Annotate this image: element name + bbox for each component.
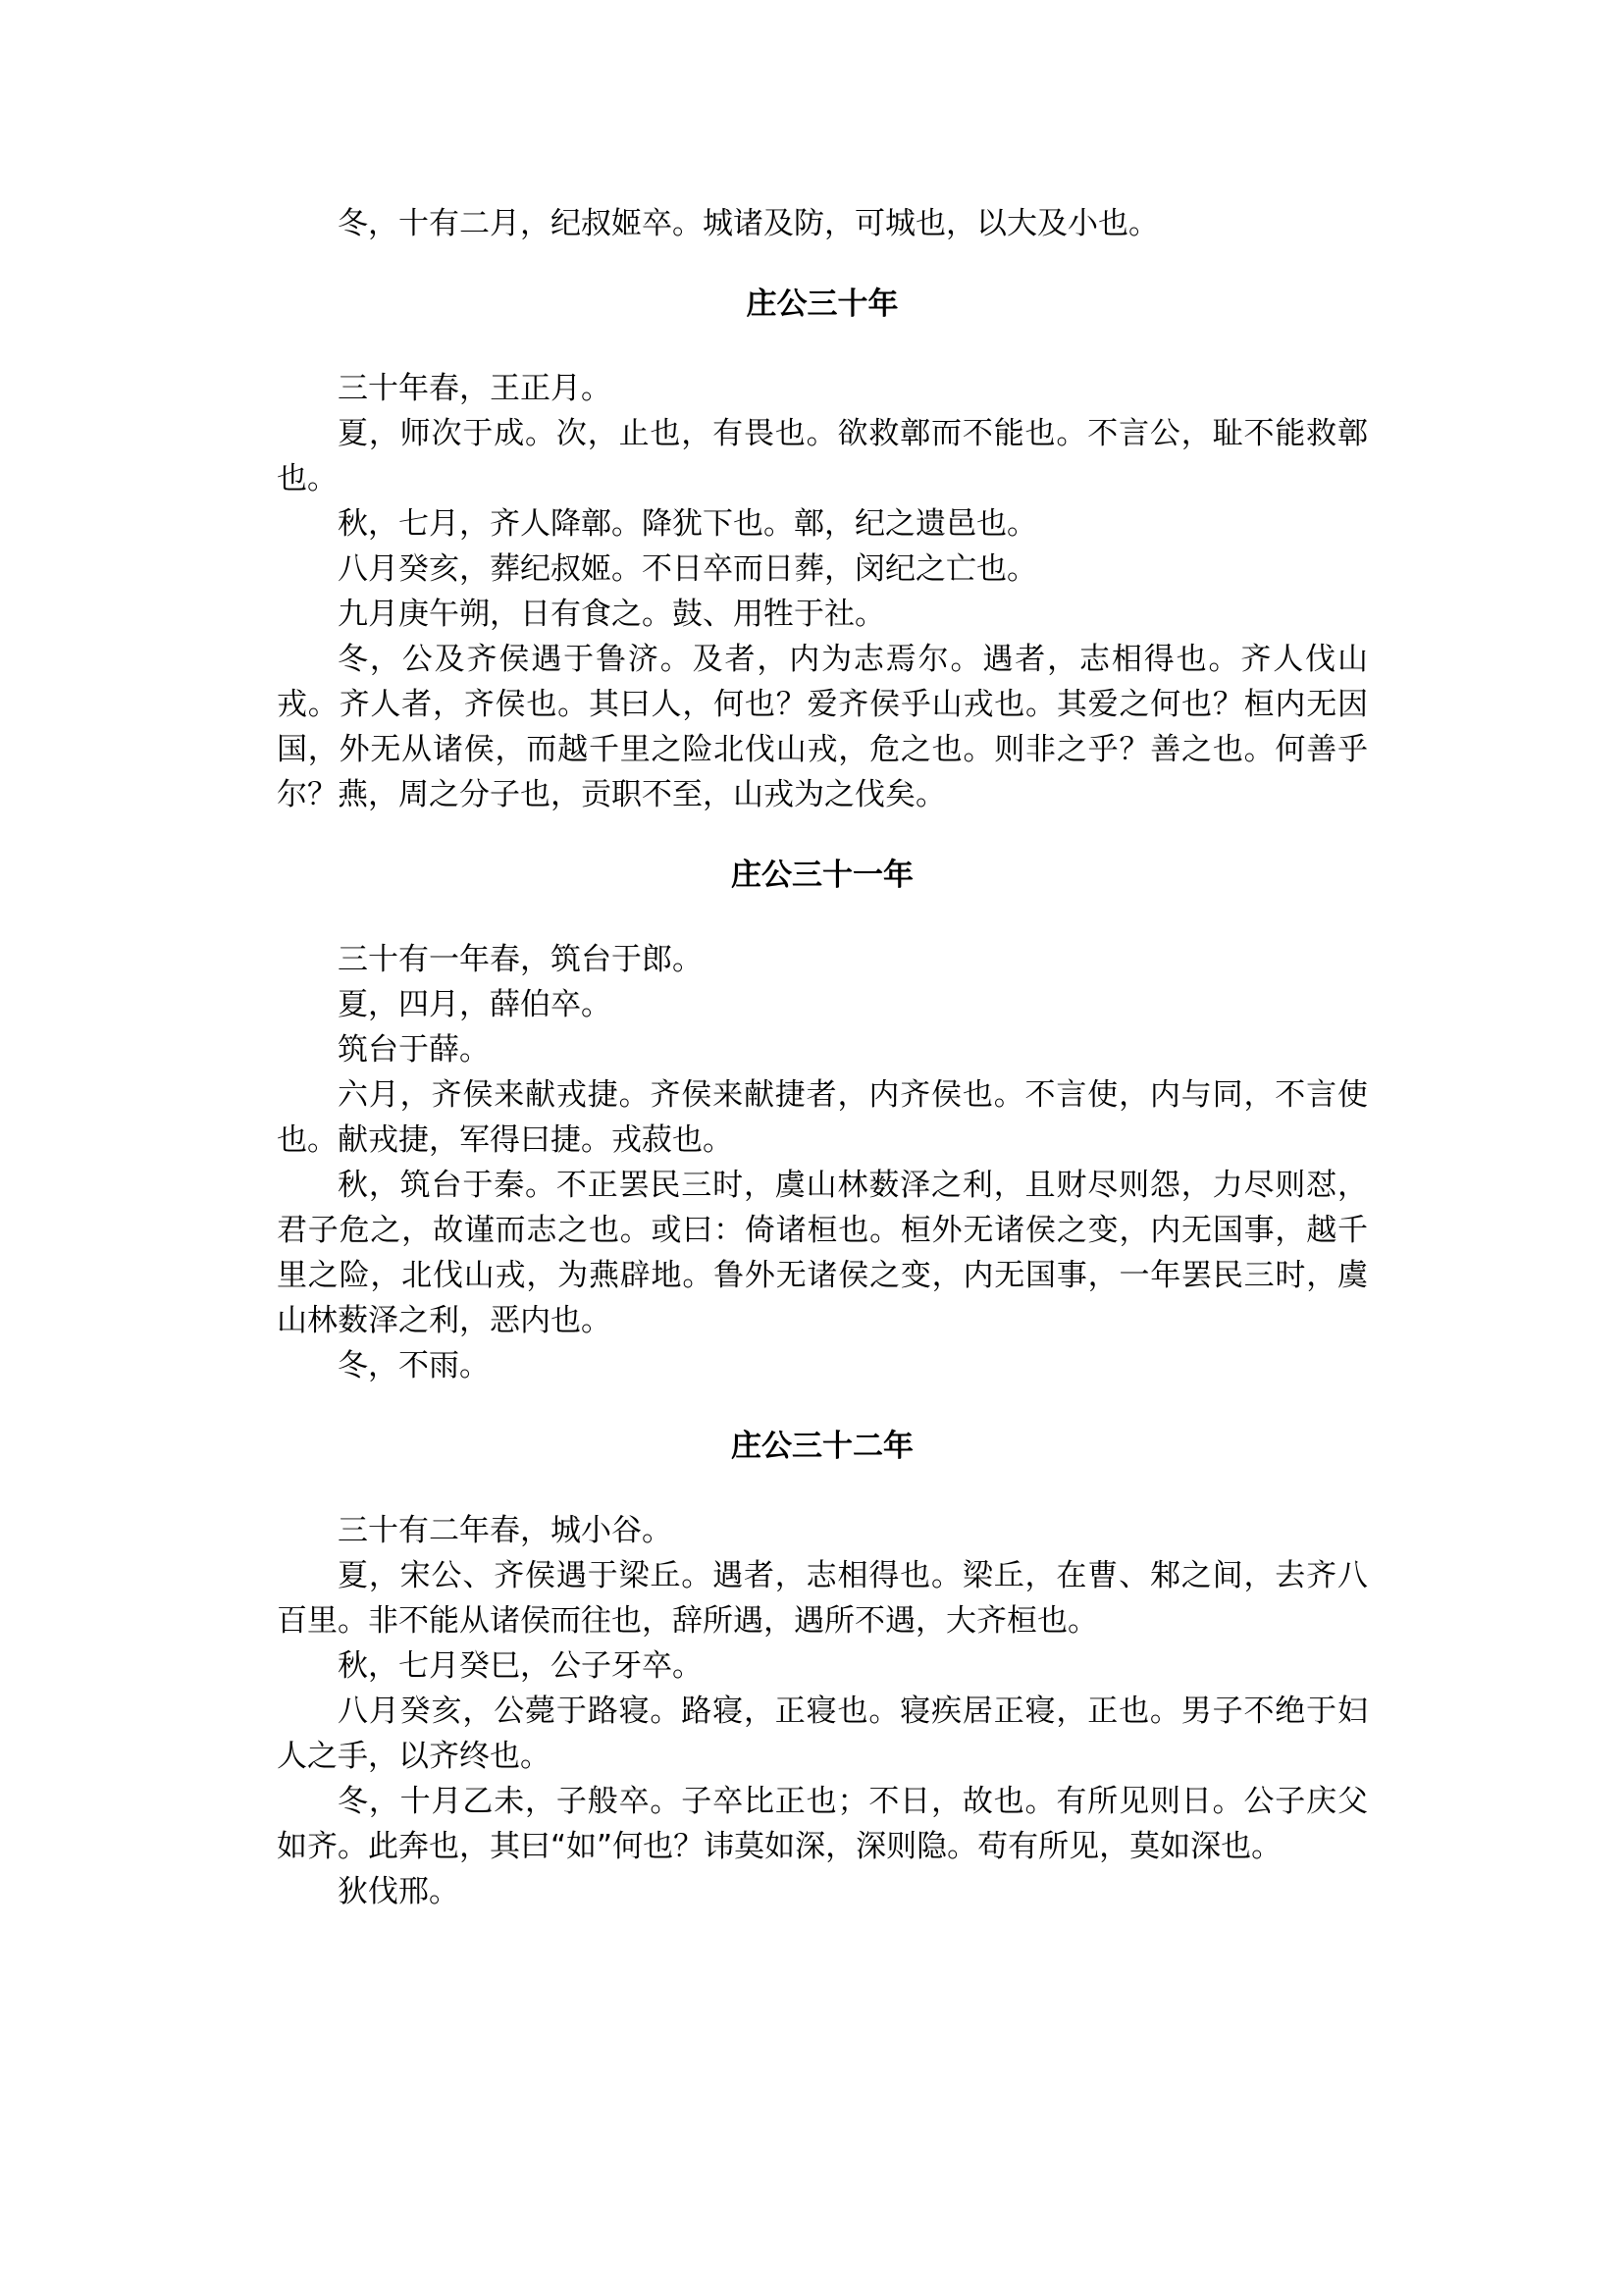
paragraph: 三十年春，王正月。 [338, 371, 611, 406]
paragraph: 六月，齐侯来献戎捷。齐侯来献捷者，内齐侯也。不言使，内与同，不言使也。献戎捷，军得曰捷。戎菽也。 [277, 1077, 1368, 1158]
paragraph: 八月癸亥，葬纪叔姬。不日卒而日葬，闵纪之亡也。 [338, 551, 1037, 587]
paragraph: 夏，师次于成。次，止也，有畏也。欲救鄣而不能也。不言公，耻不能救鄣也。 [277, 416, 1368, 496]
paragraph: 九月庚午朔，日有食之。鼓、用牲于社。 [338, 597, 885, 632]
paragraph: 冬，十月乙未，子般卒。子卒比正也；不日，故也。有所见则日。公子庆父如齐。此奔也，其曰“如”何也？讳莫如深，深则隐。苟有所见，莫如深也。 [277, 1784, 1368, 1864]
section-title: 庄公三十年 [746, 287, 899, 322]
section-title: 庄公三十一年 [731, 858, 914, 893]
paragraph: 夏，宋公、齐侯遇于梁丘。遇者，志相得也。梁丘，在曹、邾之间，去齐八百里。非不能从诸侯而往也，辞所遇，遇所不遇，大齐桓也。 [277, 1558, 1368, 1639]
paragraph: 秋，筑台于秦。不正罢民三时，虞山林薮泽之利，且财尽则怨，力尽则怼，君子危之，故谨而志之也。或曰：倚诸桓也。桓外无诸侯之变，内无国事，越千里之险，北伐山戎，为燕辟地。鲁外无诸侯之变，内无国事，一年罢民三时，虞山林薮泽之利，恶内也。 [277, 1168, 1368, 1338]
paragraph: 秋，七月癸巳，公子牙卒。 [338, 1648, 703, 1684]
section-title: 庄公三十二年 [731, 1429, 914, 1464]
paragraph: 八月癸亥，公薨于路寝。路寝，正寝也。寝疾居正寝，正也。男子不绝于妇人之手，以齐终也。 [277, 1694, 1368, 1774]
paragraph: 冬，公及齐侯遇于鲁济。及者，内为志焉尔。遇者，志相得也。齐人伐山戎。齐人者，齐侯也。其曰人，何也？爱齐侯乎山戎也。其爱之何也？桓内无因国，外无从诸侯，而越千里之险北伐山戎，危之也。则非之乎？善之也。何善乎尔？燕，周之分子也，贡职不至，山戎为之伐矣。 [277, 642, 1368, 812]
paragraph: 冬，不雨。 [338, 1348, 490, 1383]
paragraph: 三十有二年春，城小谷。 [338, 1513, 672, 1548]
paragraph: 狄伐邢。 [338, 1874, 459, 1909]
paragraph: 筑台于薛。 [338, 1032, 490, 1068]
document-body [277, 201, 1368, 1914]
paragraph: 秋，七月，齐人降鄣。降犹下也。鄣，纪之遗邑也。 [338, 506, 1037, 542]
paragraph: 三十有一年春，筑台于郎。 [338, 942, 703, 977]
intro-paragraph: 冬，十有二月，纪叔姬卒。城诸及防，可城也，以大及小也。 [338, 206, 1159, 241]
paragraph: 夏，四月，薛伯卒。 [338, 987, 611, 1022]
